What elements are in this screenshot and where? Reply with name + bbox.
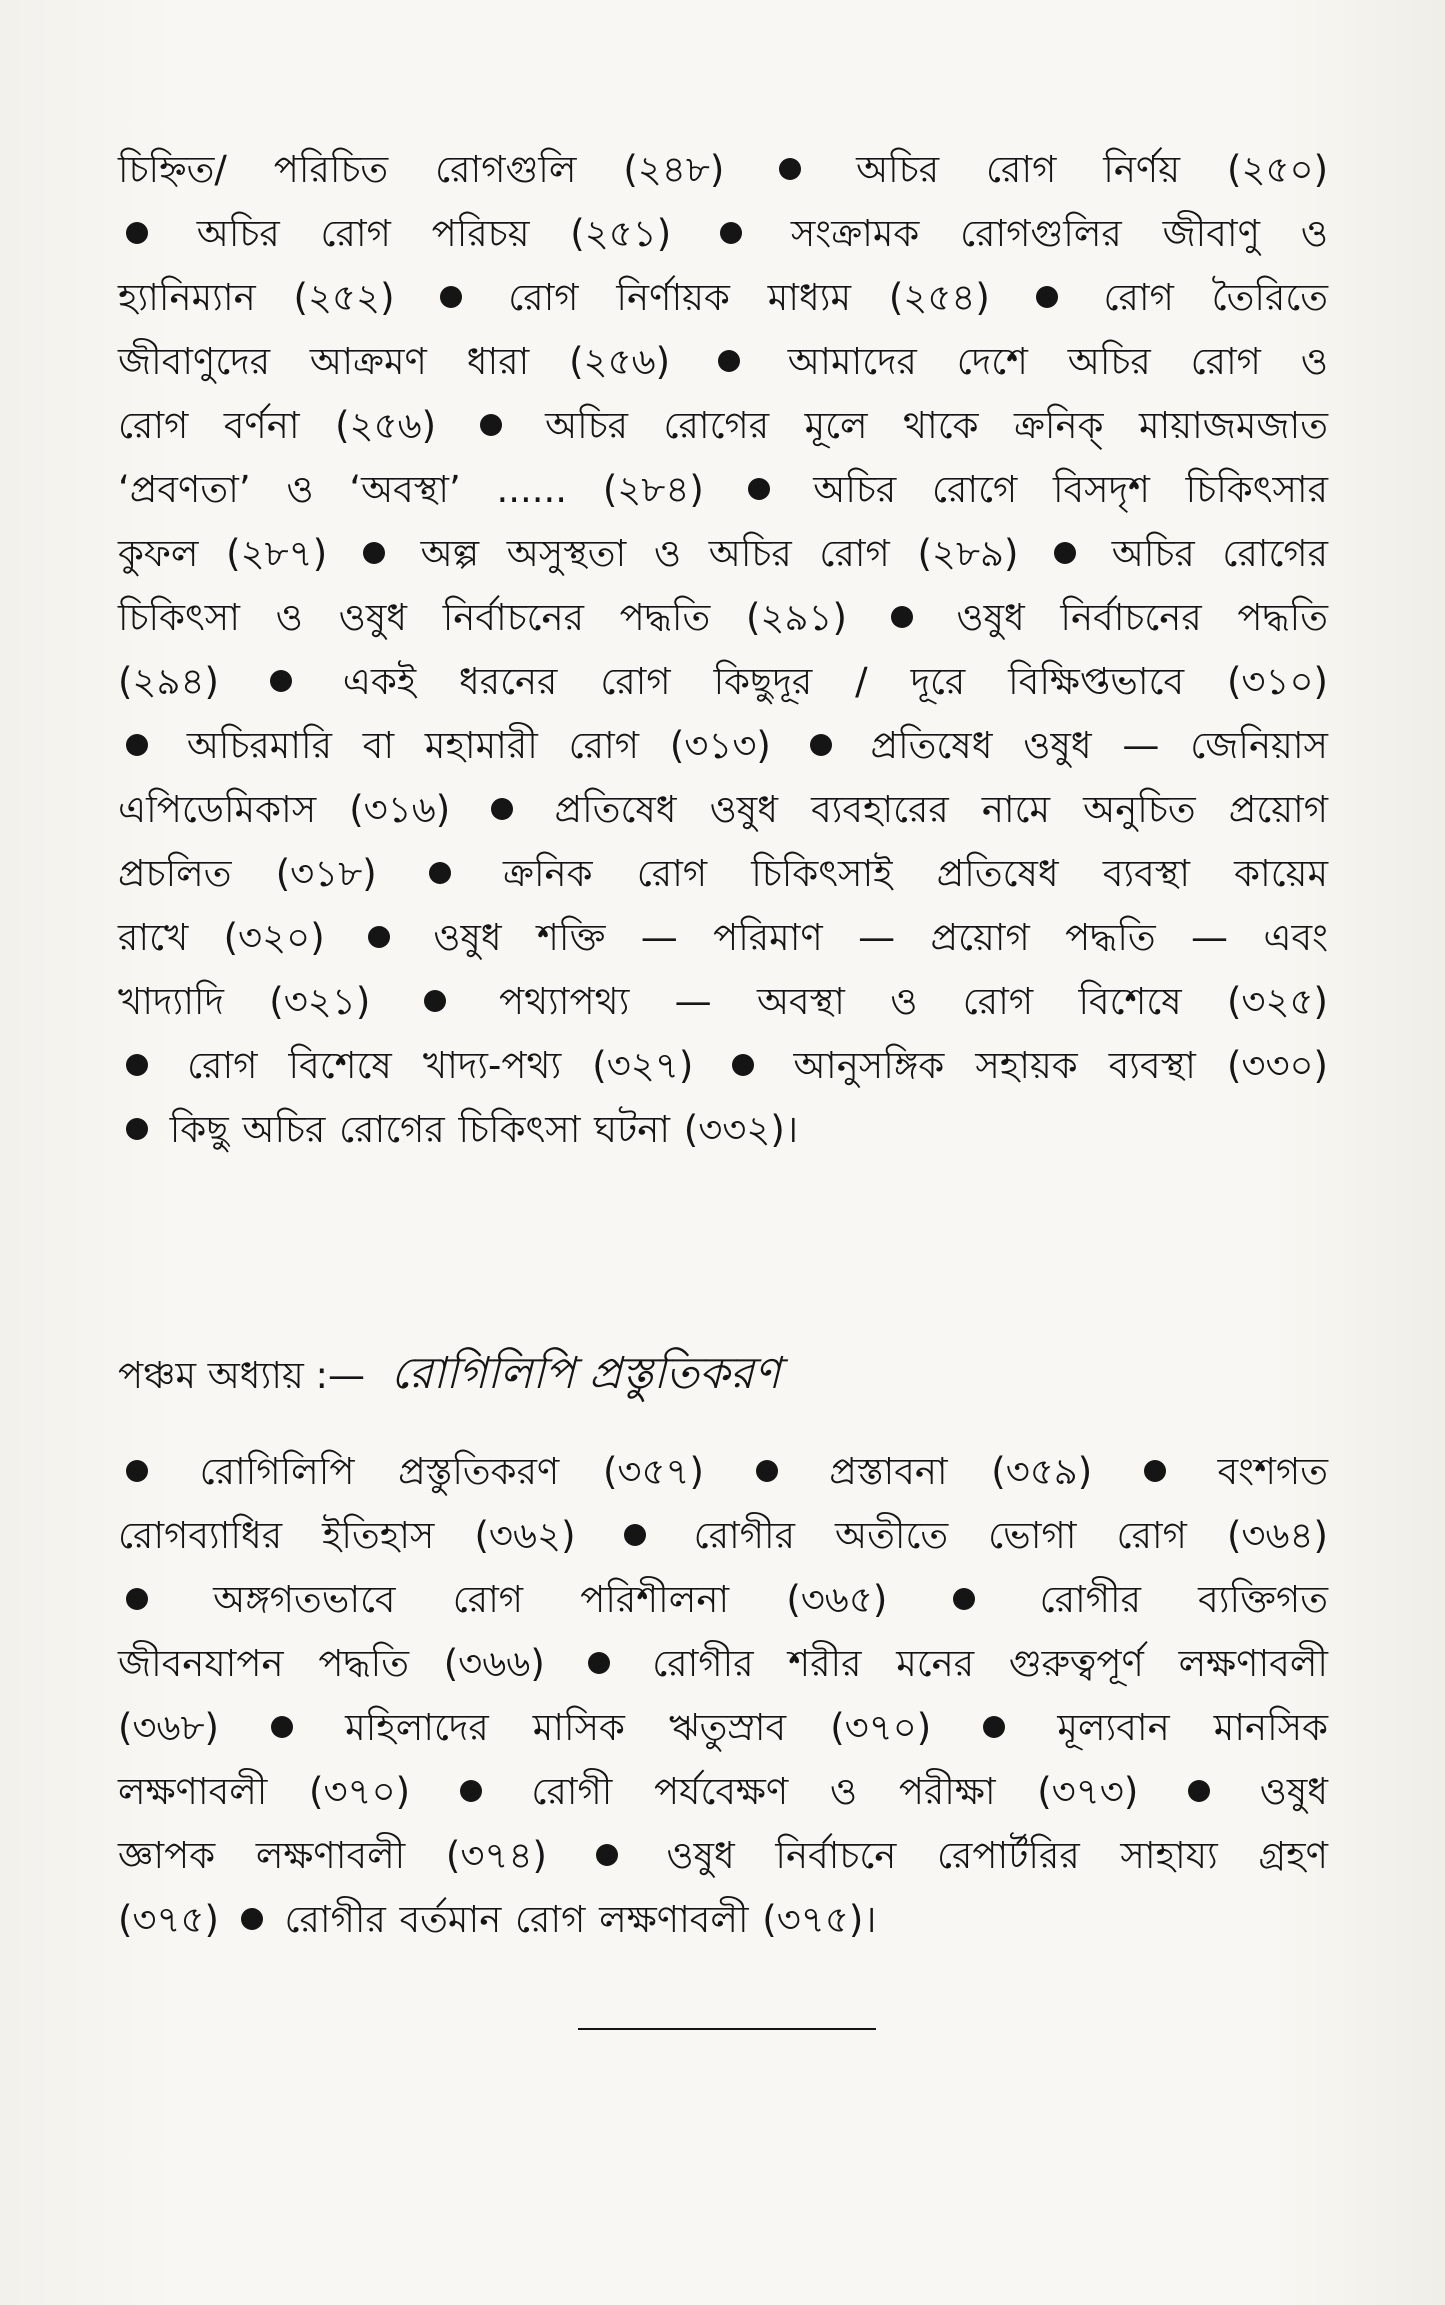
contents-line: জ্ঞাপক লক্ষণাবলী (৩৭৪) ওষুধ নির্বাচনে রেপার্টরির সাহায্য গ্রহণ (118, 1834, 1328, 1877)
contents-line: এপিডেমিকাস (৩১৬) প্রতিষেধ ওষুধ ব্যবহারের নামে অনুচিত প্রয়োগ (118, 788, 1329, 831)
bullet-icon (588, 1652, 610, 1674)
chapter-heading (118, 1340, 1328, 1413)
bullet-icon (440, 286, 462, 308)
bullet-icon (270, 670, 292, 692)
contents-line: রোগিলিপি প্রস্তুতিকরণ (৩৫৭) প্রস্তাবনা (৩৫৯) বংশগত (118, 1440, 1328, 1504)
contents-line: ‘প্রবণতা’ ও ‘অবস্থা’ ...... (২৮৪) অচির রোগে বিসদৃশ চিকিৎসার (118, 468, 1329, 511)
contents-line: খাদ্যাদি (৩২১) পথ্যাপথ্য — অবস্থা ও রোগ বিশেষে (৩২৫) (118, 980, 1328, 1023)
bullet-icon (779, 158, 801, 180)
bullet-icon (429, 862, 451, 884)
bullet-icon (1144, 1460, 1166, 1482)
contents-line: লক্ষণাবলী (৩৭০) রোগী পর্যবেক্ষণ ও পরীক্ষা (৩৭৩) ওষুধ (118, 1770, 1328, 1813)
bullet-icon (748, 478, 770, 500)
bullet-icon (126, 734, 148, 756)
contents-line: (২৯৪) একই ধরনের রোগ কিছুদূর / দূরে বিক্ষিপ্তভাবে (৩১০) (118, 660, 1328, 703)
bullet-icon (271, 1716, 293, 1738)
bullet-icon (126, 1054, 148, 1076)
contents-line: রোগ বিশেষে খাদ্য-পথ্য (৩২৭) আনুসঙ্গিক সহায়ক ব্যবস্থা (৩৩০) (118, 1034, 1328, 1098)
bullet-icon (368, 926, 390, 948)
bullet-icon (363, 542, 385, 564)
bullet-icon (718, 350, 740, 372)
contents-line: রোগব্যাধির ইতিহাস (৩৬২) রোগীর অতীতে ভোগা রোগ (৩৬৪) (118, 1514, 1328, 1557)
bullet-icon (460, 1780, 482, 1802)
bullet-icon (126, 1118, 148, 1140)
bullet-icon (953, 1588, 975, 1610)
bullet-icon (720, 222, 742, 244)
bullet-icon (126, 222, 148, 244)
bullet-icon (891, 606, 913, 628)
end-rule-divider (578, 2028, 876, 2030)
contents-line: অচির রোগ পরিচয় (২৫১) সংক্রামক রোগগুলির জীবাণু ও (118, 202, 1328, 266)
bullet-icon (480, 414, 502, 436)
contents-block-chapter-4 (118, 138, 1328, 1162)
bullet-icon (126, 1460, 148, 1482)
bullet-icon (424, 990, 446, 1012)
chapter-label: পঞ্চম অধ্যায় :— (118, 1354, 366, 1397)
contents-line: অচিরমারি বা মহামারী রোগ (৩১৩) প্রতিষেধ ওষুধ — জেনিয়াস (118, 714, 1328, 778)
bullet-icon (596, 1844, 618, 1866)
contents-line: চিকিৎসা ও ওষুধ নির্বাচনের পদ্ধতি (২৯১) ওষুধ নির্বাচনের পদ্ধতি (118, 596, 1328, 639)
bullet-icon (241, 1908, 263, 1930)
bullet-icon (983, 1716, 1005, 1738)
contents-line: (৩৭৫) রোগীর বর্তমান রোগ লক্ষণাবলী (৩৭৫)। (118, 1898, 877, 1941)
contents-line: রাখে (৩২০) ওষুধ শক্তি — পরিমাণ — প্রয়োগ পদ্ধতি — এবং (118, 916, 1329, 959)
bullet-icon (810, 734, 832, 756)
contents-line: অঙ্গগতভাবে রোগ পরিশীলনা (৩৬৫) রোগীর ব্যক্তিগত (118, 1568, 1328, 1632)
contents-line: কিছু অচির রোগের চিকিৎসা ঘটনা (৩৩২)। (118, 1098, 1328, 1162)
bullet-icon (126, 1588, 148, 1610)
contents-line: হ্যানিম্যান (২৫২) রোগ নির্ণায়ক মাধ্যম (২৫৪) রোগ তৈরিতে (118, 276, 1328, 319)
contents-line: রোগ বর্ণনা (২৫৬) অচির রোগের মূলে থাকে ক্রনিক্ মায়াজমজাত (118, 404, 1328, 447)
contents-line: জীবাণুদের আক্রমণ ধারা (২৫৬) আমাদের দেশে অচির রোগ ও (118, 340, 1328, 383)
contents-line: চিহ্নিত/ পরিচিত রোগগুলি (২৪৮) অচির রোগ নির্ণয় (২৫০) (118, 148, 1329, 191)
contents-block-chapter-5 (118, 1440, 1328, 1952)
bullet-icon (1188, 1780, 1210, 1802)
contents-line: জীবনযাপন পদ্ধতি (৩৬৬) রোগীর শরীর মনের গুরুত্বপূর্ণ লক্ষণাবলী (118, 1642, 1328, 1685)
bullet-icon (1036, 286, 1058, 308)
bullet-icon (756, 1460, 778, 1482)
bullet-icon (491, 798, 513, 820)
bullet-icon (1054, 542, 1076, 564)
bullet-icon (732, 1054, 754, 1076)
chapter-title: রোগিলিপি প্রস্তুতিকরণ (390, 1348, 781, 1399)
bullet-icon (624, 1524, 646, 1546)
contents-line: কুফল (২৮৭) অল্প অসুস্থতা ও অচির রোগ (২৮৯) অচির রোগের (118, 532, 1328, 575)
contents-line: (৩৬৮) মহিলাদের মাসিক ঋতুস্রাব (৩৭০) মূল্যবান মানসিক (118, 1706, 1328, 1749)
contents-line: প্রচলিত (৩১৮) ক্রনিক রোগ চিকিৎসাই প্রতিষেধ ব্যবস্থা কায়েম (118, 852, 1328, 895)
